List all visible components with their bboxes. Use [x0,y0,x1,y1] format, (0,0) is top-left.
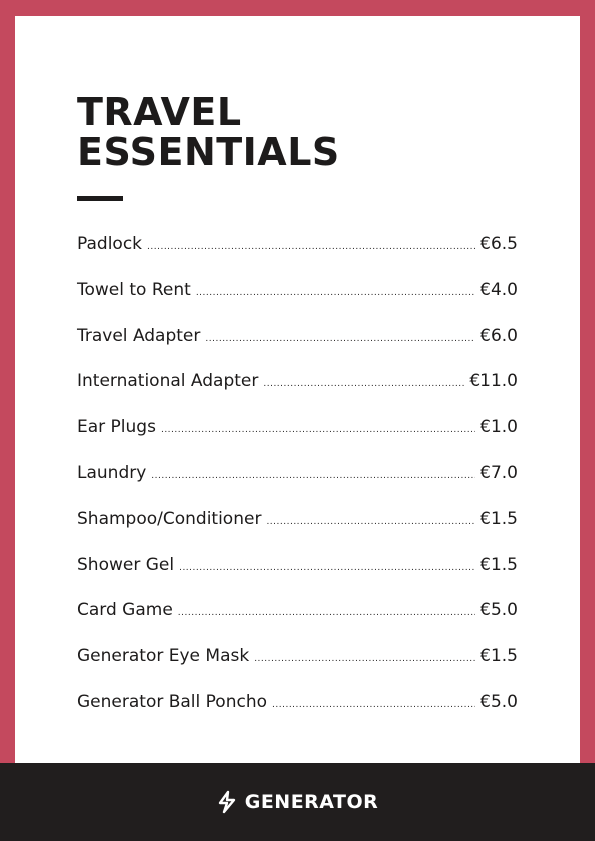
price-list-row [77,600,518,646]
item-name: Towel to Rent [77,279,191,300]
dot-leader [196,288,475,298]
footer-bar [0,763,595,841]
dot-leader [151,471,475,481]
title-line-1: TRAVEL [77,90,242,134]
price-list-row [77,463,518,509]
page-title [77,92,340,172]
item-price: €1.0 [480,417,518,438]
item-price: €1.5 [480,508,518,529]
price-list-row [77,646,518,692]
item-name: Travel Adapter [77,325,201,346]
item-price: €1.5 [480,554,518,575]
item-name: Generator Eye Mask [77,646,250,667]
price-list-row [77,234,518,280]
item-price: €6.5 [480,234,518,254]
item-price: €1.5 [480,646,518,667]
price-list-row [77,692,518,738]
price-list-row [77,280,518,326]
item-price: €6.0 [480,325,518,346]
dot-leader [263,379,464,389]
title-line-2: ESSENTIALS [77,130,340,174]
dot-leader [272,700,475,710]
dot-leader [161,425,475,435]
price-list-row [77,555,518,601]
item-name: Laundry [77,462,147,483]
item-price: €4.0 [480,279,518,300]
brand-name: GENERATOR [244,791,379,813]
dot-leader [147,242,475,252]
title-underline [77,196,123,201]
dot-leader [205,334,475,344]
dot-leader [178,608,475,618]
dot-leader [254,654,475,664]
price-list-row [77,417,518,463]
menu-card [15,16,580,763]
item-name: International Adapter [77,371,259,392]
item-name: Padlock [77,234,143,254]
item-price: €7.0 [480,462,518,483]
price-list-row [77,326,518,372]
lightning-bolt-icon [217,790,237,814]
item-name: Generator Ball Poncho [77,691,268,712]
item-name: Shower Gel [77,554,175,575]
item-price: €5.0 [480,600,518,621]
item-price: €11.0 [469,371,518,392]
item-name: Ear Plugs [77,417,156,438]
item-name: Shampoo/Conditioner [77,508,262,529]
price-list [77,234,518,738]
item-price: €5.0 [480,691,518,712]
brand-logo [217,790,379,814]
dot-leader [266,517,475,527]
price-list-row [77,509,518,555]
dot-leader [179,563,475,573]
item-name: Card Game [77,600,173,621]
price-list-row [77,371,518,417]
